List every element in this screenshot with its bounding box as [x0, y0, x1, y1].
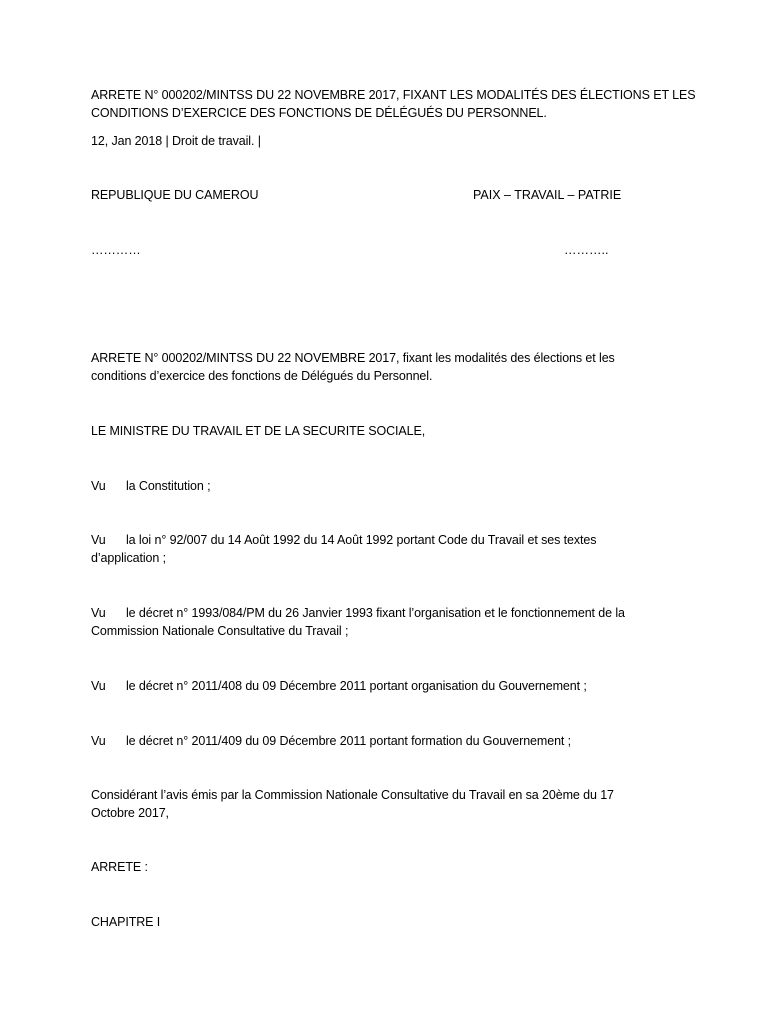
letterhead-left: REPUBLIQUE DU CAMEROU — [91, 188, 259, 202]
vu-label: Vu — [91, 679, 106, 693]
vu-text: le décret n° 2011/408 du 09 Décembre 2011 portant organisation du Gouvernement ; — [126, 679, 587, 693]
vu-item — [91, 604, 671, 640]
chapter-heading: CHAPITRE I — [91, 915, 161, 929]
vu-text: la loi n° 92/007 du 14 Août 1992 du 14 Août 1992 portant Code du Travail et ses textes — [126, 533, 597, 547]
vu-item — [91, 677, 671, 695]
arrete-label: ARRETE : — [91, 860, 148, 874]
arrete-heading-line-1: ARRETE N° 000202/MINTSS DU 22 NOVEMBRE 2017, fixant les modalités des élections et les — [91, 351, 615, 365]
vu-label: Vu — [91, 479, 106, 493]
vu-item — [91, 732, 671, 750]
letterhead-right: PAIX – TRAVAIL – PATRIE — [473, 188, 622, 202]
vu-text-continuation: Commission Nationale Consultative du Travail ; — [91, 624, 349, 638]
vu-label: Vu — [91, 606, 106, 620]
vu-text: le décret n° 1993/084/PM du 26 Janvier 1993 fixant l’organisation et le fonctionnement de la — [126, 606, 625, 620]
letterhead-left-dots: ………… — [91, 243, 141, 257]
vu-label: Vu — [91, 533, 106, 547]
considerant-line-1: Considérant l’avis émis par la Commission Nationale Consultative du Travail en sa 20ème du 17 — [91, 788, 614, 802]
letterhead-right-dots: ……….. — [564, 243, 609, 257]
arrete-heading-line-2: conditions d’exercice des fonctions de Délégués du Personnel. — [91, 369, 433, 383]
vu-item — [91, 531, 671, 567]
minister-line: LE MINISTRE DU TRAVAIL ET DE LA SECURITE SOCIALE, — [91, 424, 426, 438]
document-title-line-1: ARRETE N° 000202/MINTSS DU 22 NOVEMBRE 2017, FIXANT LES MODALITÉS DES ÉLECTIONS ET LES — [91, 88, 696, 102]
document-meta: 12, Jan 2018 | Droit de travail. | — [91, 134, 261, 148]
considerant-line-2: Octobre 2017, — [91, 806, 169, 820]
vu-text-continuation: d’application ; — [91, 551, 166, 565]
vu-text: le décret n° 2011/409 du 09 Décembre 2011 portant formation du Gouvernement ; — [126, 734, 572, 748]
vu-text: la Constitution ; — [126, 479, 211, 493]
vu-item — [91, 477, 671, 495]
vu-label: Vu — [91, 734, 106, 748]
document-title-line-2: CONDITIONS D’EXERCICE DES FONCTIONS DE DÉLÉGUÉS DU PERSONNEL. — [91, 106, 547, 120]
